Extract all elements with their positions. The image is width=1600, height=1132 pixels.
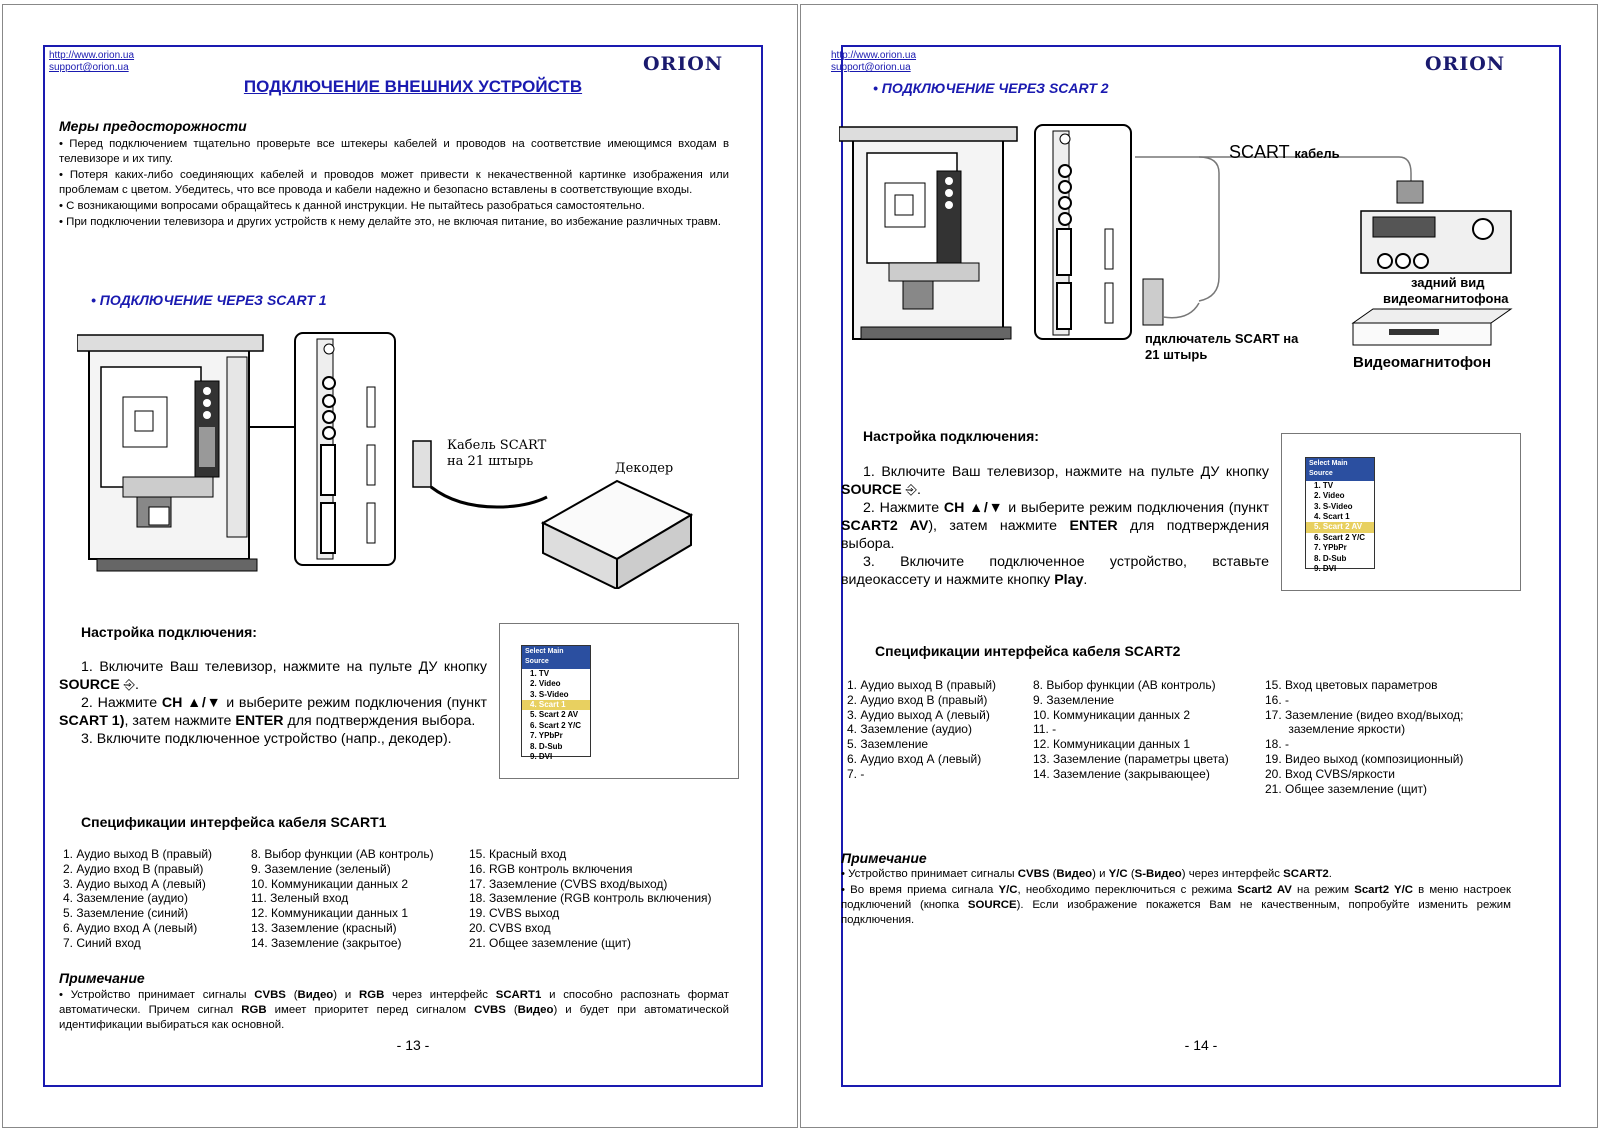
setup-step-3: 3. Включите подключенное устройство, вставьте видеокассету и нажмите кнопку Play. — [841, 554, 1269, 588]
note-heading: Примечание — [59, 970, 145, 986]
spec-item: 17. Заземление (видео вход/выход; — [1265, 707, 1464, 722]
page-title: ПОДКЛЮЧЕНИЕ ВНЕШНИХ УСТРОЙСТВ — [243, 77, 583, 96]
vcr-label: Видеомагнитофон — [1353, 354, 1492, 371]
setup-steps — [59, 658, 487, 748]
cable-label-2: на 21 штырь — [447, 454, 534, 469]
page-13 — [2, 4, 798, 1128]
spec-item: 17. Заземление (CVBS вход/выход) — [469, 876, 668, 891]
spec-item: 12. Коммуникации данных 1 — [1033, 737, 1191, 752]
spec-heading: Спецификации интерфейса кабеля SCART1 — [81, 814, 387, 830]
spec-item: 4. Заземление (аудио) — [63, 891, 188, 906]
spec-item: 9. Заземление — [1033, 692, 1115, 707]
note-heading: Примечание — [841, 850, 927, 866]
spec-item: 12. Коммуникации данных 1 — [251, 906, 409, 921]
spec-item: 10. Коммуникации данных 2 — [1033, 707, 1191, 722]
spec-item: 11. Зеленый вход — [251, 891, 349, 906]
menu-item-tv[interactable]: 1. TV — [530, 668, 550, 678]
spec-item: 16. - — [1265, 692, 1290, 707]
decoder-label: Декодер — [615, 461, 674, 476]
spec-item: 10. Коммуникации данных 2 — [251, 876, 409, 891]
spec-item: 19. CVBS выход — [469, 906, 560, 921]
decoder-box-icon — [543, 481, 691, 589]
menu-item-scart2-av[interactable]: 5. Scart 2 AV — [530, 710, 579, 720]
spec-item: 11. - — [1033, 722, 1057, 737]
precaution-item: • Перед подключением тщательно проверьте все штекеры кабелей и проводов на соответствие имеющимся входам в телевизоре и их типу. — [59, 138, 729, 165]
menu-item-tv[interactable]: 1. TV — [1314, 480, 1334, 490]
spec-item: 20. Вход CVBS/яркости — [1265, 766, 1395, 781]
spec-item: 21. Общее заземление (щит) — [469, 935, 632, 950]
support-email-link[interactable]: support@orion.ua — [49, 62, 129, 73]
spec-item: 7. Синий вход — [63, 935, 141, 950]
menu-item-scart2-yc[interactable]: 6. Scart 2 Y/C — [530, 720, 581, 730]
spec-item: 4. Заземление (аудио) — [847, 722, 972, 737]
spec-item: 5. Заземление (синий) — [63, 906, 189, 921]
spec-item: 5. Заземление — [847, 737, 929, 752]
setup-steps — [841, 463, 1269, 589]
spec-item: 3. Аудио выход А (левый) — [63, 876, 206, 891]
scart2-connection-diagram — [839, 117, 1519, 373]
spec-item: 2. Аудио вход В (правый) — [847, 692, 988, 707]
section-title-scart2: • ПОДКЛЮЧЕНИЕ ЧЕРЕЗ SCART 2 — [873, 80, 1109, 96]
spec-item: 13. Заземление (параметры цвета) — [1033, 751, 1229, 766]
tv-back-icon — [77, 335, 263, 571]
precautions-heading: Меры предосторожности — [59, 118, 247, 134]
spec-item: 9. Заземление (зеленый) — [251, 861, 391, 876]
page-14 — [800, 4, 1598, 1128]
source-menu-header: Select Main Source — [522, 646, 590, 669]
spec-column-3 — [469, 847, 712, 951]
spec-column-2 — [251, 847, 434, 951]
tv-connector-panel-icon — [1035, 125, 1131, 339]
spec-item: 6. Аудио вход А (левый) — [63, 920, 198, 935]
source-menu — [521, 645, 591, 762]
spec-item: заземление яркости) — [1265, 722, 1406, 737]
website-link[interactable]: http://www.orion.ua — [831, 50, 917, 61]
setup-step-1: 1. Включите Ваш телевизор, нажмите на пульте ДУ кнопку SOURCE ⎆. — [841, 464, 1269, 498]
precautions-list — [59, 137, 729, 230]
tv-back-icon — [839, 127, 1017, 339]
menu-item-d-sub[interactable]: 8. D-Sub — [1314, 553, 1347, 563]
precaution-item: • С возникающими вопросами обращайтесь к данной инструкции. Не пытайтесь разобраться самостоятельно. — [59, 200, 645, 212]
menu-item-dvi[interactable]: 9. DVI — [1314, 564, 1337, 574]
setup-step-2: 2. Нажмите CH ▲/▼ и выберите режим подключения (пункт SCART2 AV), затем нажмите ENTER для подтверждения выбора. — [841, 500, 1270, 552]
menu-item-s-video[interactable]: 3. S-Video — [1314, 501, 1353, 511]
spec-column-3 — [1265, 678, 1463, 796]
menu-item-scart1[interactable]: 4. Scart 1 — [522, 700, 590, 710]
spec-item: 21. Общее заземление (щит) — [1265, 781, 1428, 796]
menu-item-s-video[interactable]: 3. S-Video — [530, 689, 569, 699]
spec-item: 14. Заземление (закрывающее) — [1033, 766, 1210, 781]
orion-logo: ORION — [1425, 53, 1506, 75]
precaution-item: • Потеря каких-либо соединяющих кабелей и проводов может привести к некачественной картинке изображения или проблемам с цветом. Убедитесь, что все провода и кабели надежно и безопасно вставлены в соответствующие входы. — [59, 169, 729, 196]
spec-item: 2. Аудио вход В (правый) — [63, 861, 204, 876]
support-email-link[interactable]: support@orion.ua — [831, 62, 911, 73]
spec-item: 16. RGB контроль включения — [469, 861, 633, 876]
spec-item: 14. Заземление (закрытое) — [251, 935, 402, 950]
tv-connector-panel-icon — [249, 333, 395, 565]
setup-step-1: 1. Включите Ваш телевизор, нажмите на пульте ДУ кнопку SOURCE ⎆. — [59, 659, 487, 693]
spec-item: 15. Красный вход — [469, 847, 567, 861]
spec-item: 19. Видео выход (композиционный) — [1265, 751, 1464, 766]
setup-heading: Настройка подключения: — [863, 428, 1039, 444]
spec-column-1 — [847, 678, 996, 782]
cable-label: Кабель SCART — [447, 438, 547, 453]
page-number: - 13 - — [396, 1037, 430, 1053]
spec-item: 3. Аудио выход А (левый) — [847, 707, 990, 722]
page-number: - 14 - — [1184, 1037, 1218, 1053]
menu-item-video[interactable]: 2. Video — [530, 679, 561, 689]
source-menu — [1305, 457, 1375, 574]
vcr-rear-panel-icon — [1361, 211, 1511, 273]
rear-view-label: задний вид — [1411, 275, 1485, 290]
menu-item-ypbpr[interactable]: 7. YPbPr — [530, 731, 563, 741]
spec-item: 8. Выбор функции (АВ контроль) — [251, 847, 434, 861]
spec-column-2 — [1033, 678, 1229, 782]
spec-item: 6. Аудио вход А (левый) — [847, 751, 982, 766]
menu-item-scart1[interactable]: 4. Scart 1 — [1314, 512, 1350, 522]
spec-item: 1. Аудио выход В (правый) — [847, 678, 997, 692]
spec-item: 7. - — [847, 766, 865, 781]
spec-item: 20. CVBS вход — [469, 920, 551, 935]
precaution-item: • При подключении телевизора и других устройств к нему делайте это, не включая питание, во избежание различных травм. — [59, 216, 721, 228]
setup-heading: Настройка подключения: — [81, 624, 257, 640]
menu-item-scart2-av[interactable]: 5. Scart 2 AV — [1306, 522, 1374, 532]
scart-cable-label: SCART кабель — [1229, 142, 1340, 162]
scart1-connection-diagram — [77, 327, 697, 589]
connector-label: пдключатель SCART на — [1145, 331, 1299, 346]
spec-item: 8. Выбор функции (АВ контроль) — [1033, 678, 1216, 692]
connector-label-2: 21 штырь — [1145, 347, 1208, 362]
note-text — [841, 867, 1511, 928]
rear-view-label-2: видеомагнитофона — [1383, 291, 1509, 306]
vcr-icon — [1353, 309, 1511, 345]
section-title-scart1: • ПОДКЛЮЧЕНИЕ ЧЕРЕЗ SCART 1 — [91, 292, 327, 308]
menu-item-scart2-yc[interactable]: 6. Scart 2 Y/C — [1314, 532, 1365, 542]
menu-item-ypbpr[interactable]: 7. YPbPr — [1314, 543, 1347, 553]
orion-logo: ORION — [643, 53, 724, 75]
website-link[interactable]: http://www.orion.ua — [49, 50, 135, 61]
spec-column-1 — [63, 847, 212, 951]
spec-item: 13. Заземление (красный) — [251, 920, 397, 935]
spec-heading: Спецификации интерфейса кабеля SCART2 — [875, 643, 1181, 659]
spec-item: 18. - — [1265, 737, 1290, 752]
menu-item-video[interactable]: 2. Video — [1314, 491, 1345, 501]
note-text: • Устройство принимает сигналы CVBS (Видео) и RGB через интерфейс SCART1 и способно распознать формат автоматически. Причем сигнал RGB имеет приоритет перед сигналом CVBS (Видео) и будет при автоматической идентификации выбираться как основной. — [59, 989, 729, 1031]
setup-step-3: 3. Включите подключенное устройство (напр., декодер). — [81, 731, 452, 747]
setup-step-2: 2. Нажмите CH ▲/▼ и выберите режим подключения (пункт SCART 1), затем нажмите ENTER для подтверждения выбора. — [59, 695, 487, 729]
menu-item-dvi[interactable]: 9. DVI — [530, 752, 553, 762]
spec-item: 18. Заземление (RGB контроль включения) — [469, 891, 712, 906]
spec-item: 1. Аудио выход В (правый) — [63, 847, 213, 861]
source-menu-header: Select Main Source — [1306, 458, 1374, 481]
menu-item-d-sub[interactable]: 8. D-Sub — [530, 741, 563, 751]
note-item-1: • Устройство принимает сигналы CVBS (Видео) и Y/C (S-Видео) через интерфейс SCART2. — [841, 868, 1332, 880]
spec-item: 15. Вход цветовых параметров — [1265, 678, 1438, 692]
note-item-2: • Во время приема сигнала Y/C, необходимо переключиться с режима Scart2 AV на режим Scart2 Y/C в меню настроек подключений (кнопка SOURCE). Если изображение покажется Вам не качественным, попробуйте изменить режим подключения. — [841, 884, 1512, 926]
